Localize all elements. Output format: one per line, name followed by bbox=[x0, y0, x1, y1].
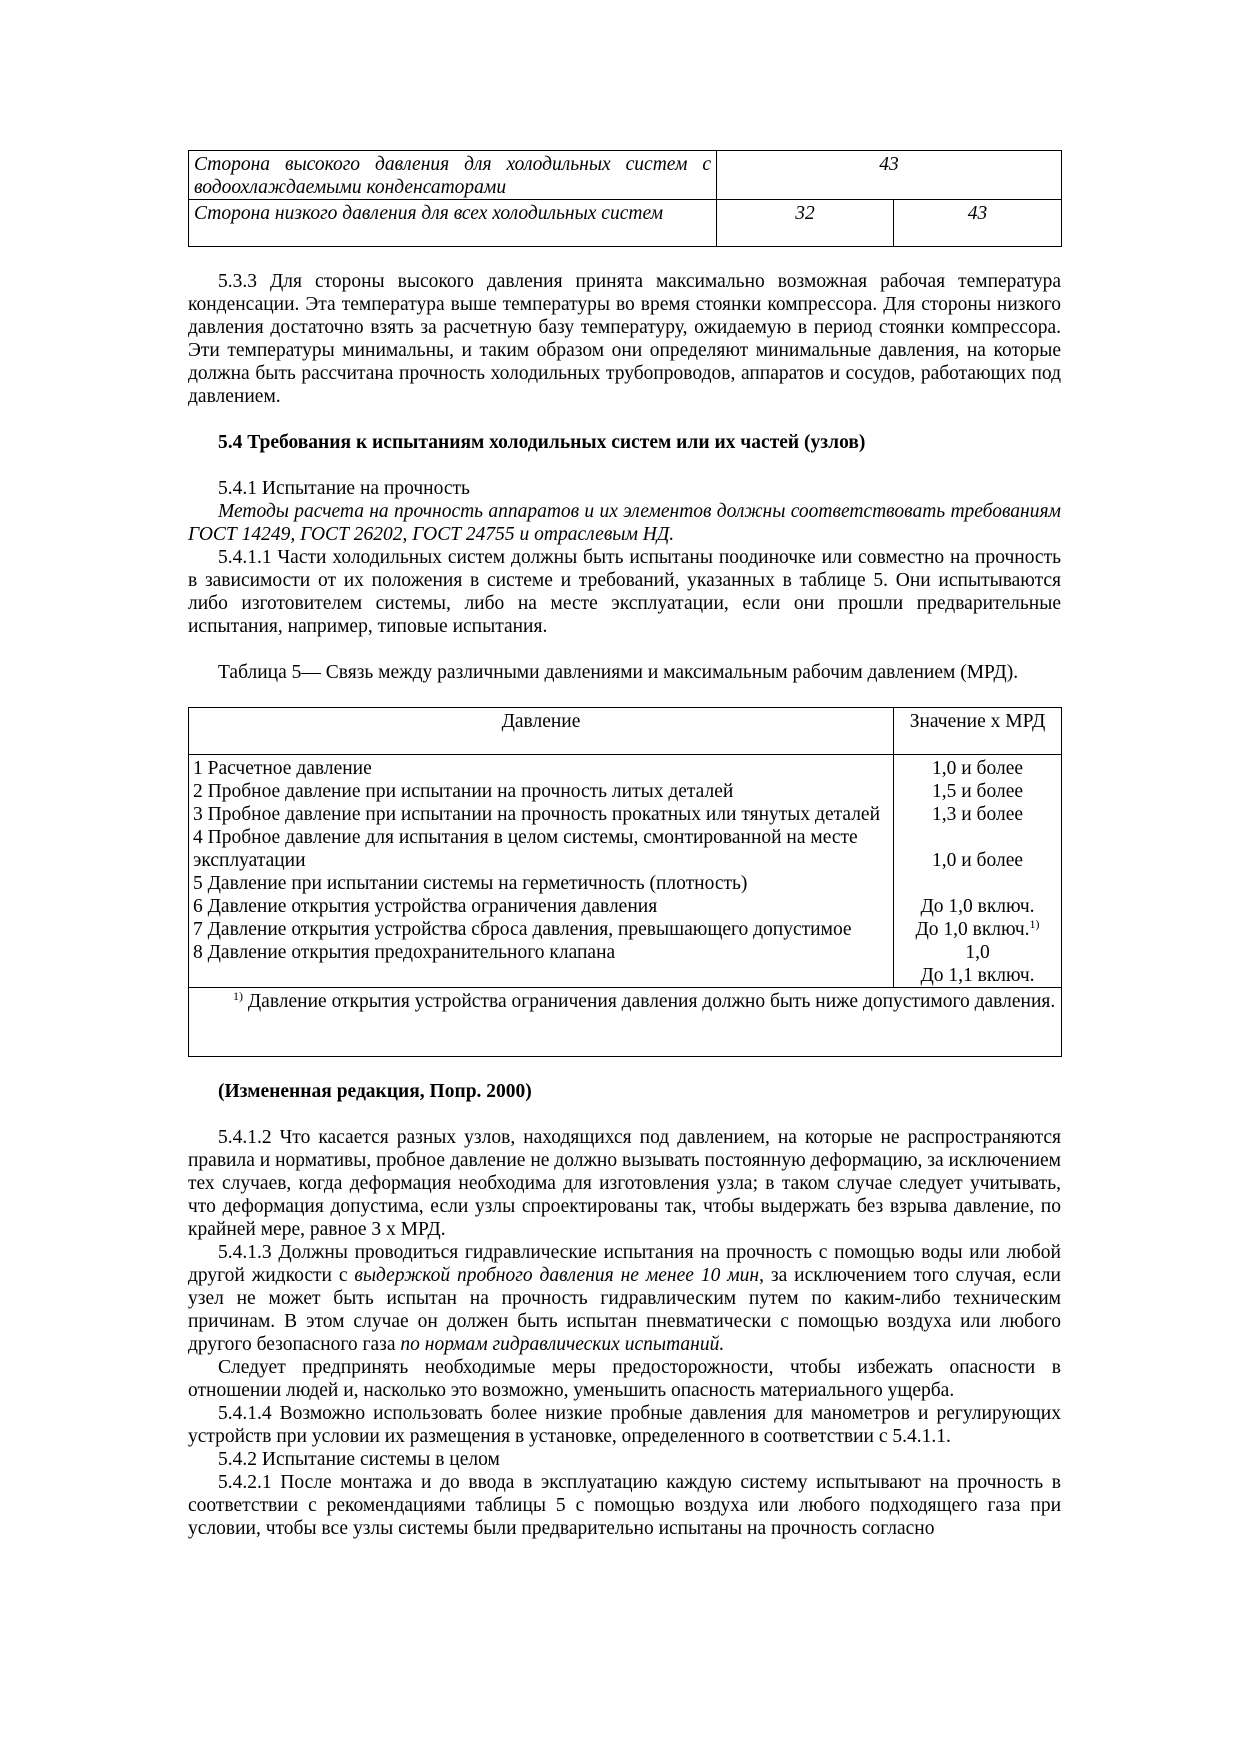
top-table bbox=[188, 150, 1062, 247]
value-item: 1,0 и более bbox=[931, 758, 1024, 779]
paragraph-5-4-1-3 bbox=[188, 1241, 1061, 1356]
table-footnote bbox=[189, 988, 1062, 1057]
paragraph-5-3-3: 5.3.3 Для стороны высокого давления принята максимально возможная рабочая температура конденсации. Эта температура выше температуры во время стоянки компрессора. Для стороны низкого давления достаточно взять за расчетную базу температуру, ожидаемую в период стоянки компрессора. Эти температуры минимальны, и таким образом они определяют минимальные давления, на которые должна быть рассчитана прочность холодильных трубопроводов, аппаратов и сосудов, работающих под давлением. bbox=[188, 271, 1061, 407]
table-cell-value: 43 bbox=[717, 151, 1062, 200]
value-item: До 1,1 включ. bbox=[920, 965, 1035, 986]
value-item: 1,0 и более bbox=[931, 850, 1024, 871]
list-item: 5 Давление при испытании системы на герметичность (плотность) bbox=[193, 873, 748, 894]
table-cell-values bbox=[894, 755, 1062, 988]
text-run-italic: по нормам гидравлических испытаний. bbox=[400, 1334, 725, 1355]
table-5 bbox=[188, 707, 1062, 1057]
header-pressure: Давление bbox=[189, 708, 894, 755]
list-item: 8 Давление открытия предохранительного клапана bbox=[193, 942, 616, 963]
spacer bbox=[188, 1103, 1061, 1126]
paragraph-5-4-1-2: 5.4.1.2 Что касается разных узлов, находящихся под давлением, на которые не распространяются правила и нормативы, пробное давление не должно вызывать постоянную деформацию, за исключением тех случаев, когда деформация необходима для изготовления узла; в таком случае следует учитывать, что деформация допустима, если узлы спроектированы так, чтобы выдержать без взрыва давление, по крайней мере, равное 3 х МРД. bbox=[188, 1127, 1061, 1240]
table-cell-label: Сторона низкого давления для всех холодильных систем bbox=[189, 200, 717, 247]
table-header-row bbox=[189, 708, 1062, 755]
value-item: До 1,0 включ. bbox=[920, 896, 1035, 917]
table-footnote-row bbox=[189, 988, 1062, 1057]
paragraph-5-4-1-note: Методы расчета на прочность аппаратов и их элементов должны соответствовать требованиям ГОСТ 14249, ГОСТ 26202, ГОСТ 24755 и отраслевым НД. bbox=[188, 501, 1061, 545]
spacer bbox=[188, 454, 1061, 477]
footnote-mark: 1) bbox=[1029, 917, 1040, 931]
list-item: 6 Давление открытия устройства ограничения давления bbox=[193, 896, 658, 917]
spacer bbox=[188, 1057, 1061, 1080]
table-cell-value: 32 bbox=[717, 200, 894, 247]
table-row bbox=[189, 200, 1062, 247]
paragraph-5-4-1-title: 5.4.1 Испытание на прочность bbox=[218, 478, 470, 499]
table-cell-label: Сторона высокого давления для холодильных систем с водоохлаждаемыми конденсаторами bbox=[189, 151, 717, 200]
value-item: 1,3 и более bbox=[931, 804, 1024, 825]
paragraph-5-4-2-1: 5.4.2.1 После монтажа и до ввода в эксплуатацию каждую систему испытывают на прочность в соответствии с рекомендациями таблицы 5 с помощью воздуха или любого подходящего газа при условии, чтобы все узлы системы были предварительно испытаны на прочность согласно bbox=[188, 1472, 1061, 1539]
footnote-text: Давление открытия устройства ограничения давления должно быть ниже допустимого давления. bbox=[247, 991, 1056, 1012]
list-item: 2 Пробное давление при испытании на прочность литых деталей bbox=[193, 781, 734, 802]
paragraph-5-4-1-4: 5.4.1.4 Возможно использовать более низкие пробные давления для манометров и регулирующих устройств при условии их размещения в установке, определенного в соответствии с 5.4.1.1. bbox=[188, 1403, 1061, 1447]
list-item: 7 Давление открытия устройства сброса давления, превышающего допустимое bbox=[193, 919, 852, 940]
table-cell-value: 43 bbox=[894, 200, 1062, 247]
value-item: 1,0 bbox=[965, 942, 990, 963]
document-page bbox=[188, 150, 1061, 1540]
value-item: 1,5 и более bbox=[931, 781, 1024, 802]
value-text: До 1,0 включ. bbox=[915, 919, 1030, 940]
paragraph-5-4-2: 5.4.2 Испытание системы в целом bbox=[218, 1449, 500, 1470]
spacer bbox=[188, 408, 1061, 431]
text-run: 5.4.1.3 Должны проводиться гидравлические испытания на прочность с помощью воды или любой другой жидкости с bbox=[188, 1242, 1061, 1286]
value-item-with-footnote bbox=[898, 918, 1057, 941]
table-row bbox=[189, 755, 1062, 988]
footnote-mark: 1) bbox=[233, 989, 243, 1003]
paragraph-safety: Следует предпринять необходимые меры предосторожности, чтобы избежать опасности в отношении людей и, насколько это возможно, уменьшить опасность материального ущерба. bbox=[188, 1357, 1061, 1401]
text-run-italic: выдержкой пробного давления не менее 10 мин bbox=[354, 1265, 760, 1286]
spacer bbox=[188, 638, 1061, 661]
spacer bbox=[188, 684, 1061, 707]
spacer bbox=[188, 247, 1061, 270]
table-row bbox=[189, 151, 1062, 200]
edit-note: (Измененная редакция, Попр. 2000) bbox=[218, 1081, 532, 1102]
text-run: , за исключением того случая, если узел не может быть испытан на прочность гидравлическим путем по каким-либо техническим причинам. В этом случае он должен быть испытан пневматически с помощью воздуха или любого другого безопасного газа bbox=[188, 1265, 1061, 1355]
list-item: 4 Пробное давление для испытания в целом системы, смонтированной на месте эксплуатации bbox=[193, 827, 858, 871]
list-item: 1 Расчетное давление bbox=[193, 758, 372, 779]
table-cell-items bbox=[189, 755, 894, 988]
list-item: 3 Пробное давление при испытании на прочность прокатных или тянутых деталей bbox=[193, 804, 881, 825]
section-heading-5-4: 5.4 Требования к испытаниям холодильных систем или их частей (узлов) bbox=[218, 432, 866, 453]
header-value: Значение х МРД bbox=[894, 708, 1062, 755]
table-5-caption: Таблица 5— Связь между различными давлениями и максимальным рабочим давлением (МРД). bbox=[218, 662, 1019, 683]
paragraph-5-4-1-1: 5.4.1.1 Части холодильных систем должны быть испытаны поодиночке или совместно на прочность в зависимости от их положения в системе и требований, указанных в таблице 5. Они испытываются либо изготовителем системы, либо на месте эксплуатации, если они прошли предварительные испытания, например, типовые испытания. bbox=[188, 547, 1061, 637]
